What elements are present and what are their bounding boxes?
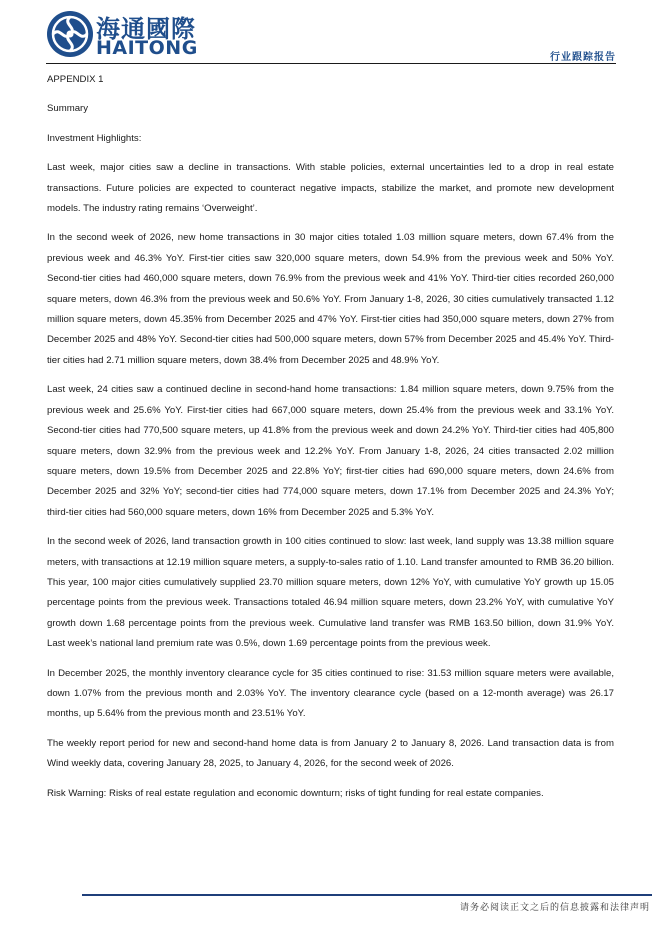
page-header	[46, 6, 616, 64]
report-type-label: 行业跟踪报告	[550, 52, 616, 63]
paragraph-overview: Last week, major cities saw a decline in transactions. With stable policies, external uncertainties led to a drop in real estate transactions. Future policies are expected to counteract negative impacts, stabilize the market, and promote new development models. The industry rating remains ‘Overweight’.	[47, 162, 614, 215]
summary-heading: Summary	[47, 103, 89, 115]
paragraph-second-hand: Last week, 24 cities saw a continued decline in second-hand home transactions: 1.84 million square meters, down 9.75% from the previous week and 25.6% YoY. First-tier cities had 667,000 square meters, down 25.4% from the previous week and 33.1% YoY. Second-tier cities had 770,500 square meters, up 41.8% from the previous week and down 24.2% YoY. Third-tier cities had 405,800 square meters, down 32.9% from the previous week and 12.2% YoY. From January 1-8, 2026, 24 cities transacted 2.02 million square meters, down 19.5% from December 2025 and 22.8% YoY; first-tier cities had 690,000 square meters, down 24.6% from December 2025 and 32% YoY; second-tier cities had 774,000 square meters, down 17.1% from December 2025 and 24.3% YoY; third-tier cities had 560,000 square meters, down 16% from December 2025 and 5.3% YoY.	[47, 384, 614, 518]
paragraph-data-period: The weekly report period for new and second-hand home data is from January 2 to January 8, 2026. Land transaction data is from Wind weekly data, covering January 28, 2025, to January 4, 2026, for the second week of 2026.	[47, 737, 614, 770]
paragraph-risk-warning: Risk Warning: Risks of real estate regulation and economic downturn; risks of tight funding for real estate companies.	[47, 787, 544, 799]
paragraph-land: In the second week of 2026, land transaction growth in 100 cities continued to slow: last week, land supply was 13.38 million square meters, with transactions at 12.19 million square meters, a supply-to-sales ratio of 1.10. Land transfer amounted to RMB 36.20 billion. This year, 100 major cities cumulatively supplied 23.70 million square meters, down 12% YoY, with cumulative YoY growth up 15.05 percentage points from the previous week. Transactions totaled 46.94 million square meters, down 23.2% YoY, with cumulative YoY growth down 1.68 percentage points from the previous week. Cumulative land transfer was RMB 163.50 billion, down 31.9% YoY. Last week’s national land premium rate was 0.5%, down 1.69 percentage points from the previous week.	[47, 536, 614, 650]
haitong-logo	[46, 6, 206, 62]
paragraph-new-home: In the second week of 2026, new home transactions in 30 major cities totaled 1.03 million square meters, down 67.4% from the previous week and 46.3% YoY. First-tier cities saw 320,000 square meters, down 54.9% from the previous week and 50% YoY. Second-tier cities had 460,000 square meters, down 76.9% from the previous week and 41% YoY. Third-tier cities recorded 260,000 square meters, down 46.3% from the previous week and 50.6% YoY. From January 1-8, 2026, 30 cities cumulatively transacted 1.12 million square meters, down 45.35% from December 2025 and 47% YoY. First-tier cities had 350,000 square meters, down 27% from December 2025 and 48% YoY. Second-tier cities had 500,000 square meters, down 57% from December 2025 and 45.4% YoY. Third-tier cities had 2.71 million square meters, down 38.4% from December 2025 and 48.9% YoY.	[47, 232, 614, 366]
paragraph-inventory: In December 2025, the monthly inventory clearance cycle for 35 cities continued to rise: 31.53 million square meters were available, down 1.07% from the previous month and 2.03% YoY. The inventory clearance cycle (based on a 12-month average) was 26.17 months, up 5.64% from the previous month and 23.51% YoY.	[47, 667, 614, 720]
header-divider	[46, 63, 616, 64]
report-body	[47, 70, 614, 813]
haitong-emblem-icon	[46, 6, 94, 62]
investment-highlights-heading: Investment Highlights:	[47, 132, 142, 144]
footer-disclaimer: 请务必阅读正文之后的信息披露和法律声明	[459, 903, 650, 913]
appendix-label: APPENDIX 1	[47, 74, 104, 85]
logo-english-text: HAITONG	[96, 37, 198, 59]
logo-chinese-text: 海通國際	[96, 15, 196, 43]
footer-divider	[82, 894, 652, 896]
